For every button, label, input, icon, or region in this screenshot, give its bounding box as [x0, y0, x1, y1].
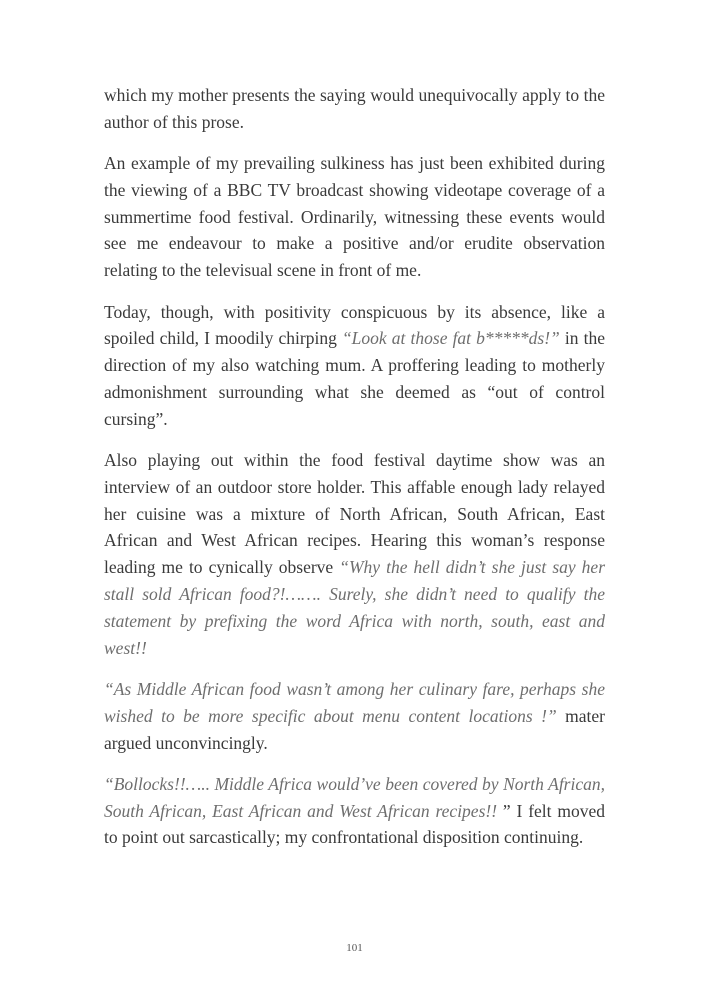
- page-number: 101: [346, 942, 363, 954]
- text-run: mater argued unconvincingly.: [104, 705, 605, 753]
- italic-quote: “Bollocks!!….. Middle Africa would’ve been covered by North African, South African, East African and West African recipes!!: [104, 773, 605, 821]
- body-text: [104, 82, 605, 866]
- paragraph-6: [104, 771, 605, 851]
- text-run: Also playing out within the food festival daytime show was an interview of an outdoor store holder. This affable enough lady relayed her cuisine was a mixture of North African, South African, East African and West African recipes. Hearing this woman’s response leading me to cynically observe: [104, 450, 605, 578]
- paragraph-1: [104, 82, 605, 136]
- italic-quote: “Why the hell didn’t she just say her stall sold African food?!……. Surely, she didn’t need to qualify the statement by prefixing the word Africa with north, south, east and west!!: [104, 557, 606, 658]
- text-run: ” I felt moved to point out sarcastically; my confrontational disposition continuing.: [104, 800, 605, 848]
- text-run: An example of my prevailing sulkiness has just been exhibited during the viewing of a BBC TV broadcast showing videotape coverage of a summertime food festival. Ordinarily, witnessing these events would see me endeavour to make a positive and/or erudite observation relating to the televisual scene in front of me.: [104, 153, 605, 281]
- paragraph-3: [104, 299, 605, 433]
- text-run: in the direction of my also watching mum. A proffering leading to motherly admonishment surrounding what she deemed as “out of control cursing”.: [104, 328, 605, 429]
- text-run: Today, though, with positivity conspicuous by its absence, like a spoiled child, I moodily chirping: [104, 301, 605, 349]
- paragraph-2: [104, 150, 605, 284]
- paragraph-4: [104, 447, 605, 661]
- paragraph-5: [104, 676, 605, 756]
- italic-quote: “As Middle African food wasn’t among her culinary fare, perhaps she wished to be more specific about menu content locations !”: [104, 678, 605, 726]
- text-run: which my mother presents the saying would unequivocally apply to the author of this prose.: [104, 85, 605, 132]
- italic-quote: “Look at those fat b*****ds!”: [341, 328, 560, 349]
